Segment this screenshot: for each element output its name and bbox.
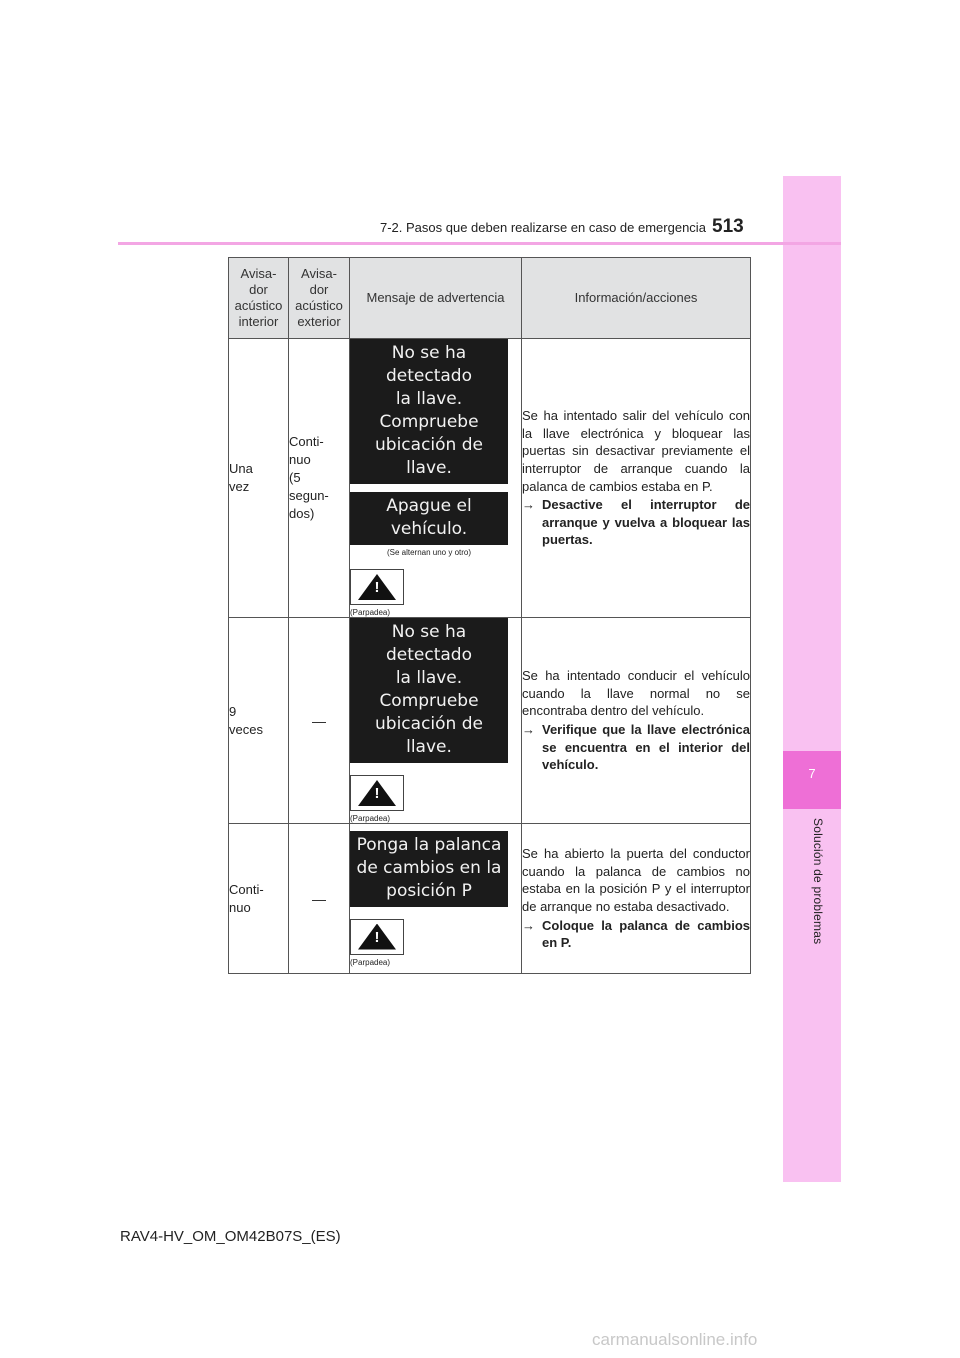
icon-caption: (Parpadea) — [350, 608, 391, 617]
exterior-buzzer-value: dos) — [289, 506, 315, 521]
header-label: acústico — [295, 298, 343, 313]
icon-caption: (Parpadea) — [350, 957, 391, 967]
header-label: Mensaje de advertencia — [366, 290, 505, 305]
interior-buzzer-cell — [229, 824, 289, 974]
action-text: Desactive el interruptor de arranque y vuelva a bloquear las puertas. — [542, 497, 750, 548]
info-text: Se ha abierto la puerta del conductor cuando la palanca de cambios no estaba en la posición P y el interruptor de arranque no estaba desactivado. — [522, 846, 750, 914]
col-header-exterior — [289, 258, 350, 339]
exterior-buzzer-value: segun- — [289, 488, 329, 503]
exclamation-mark: ! — [374, 928, 380, 946]
arrow-right-icon: → — [522, 722, 535, 737]
warning-message-cell — [350, 824, 522, 974]
interior-buzzer-value: nuo — [229, 899, 251, 915]
warning-message-display — [350, 618, 508, 763]
exterior-buzzer-value: — — [312, 890, 326, 907]
exterior-buzzer-cell — [289, 618, 350, 824]
header-label: acústico — [234, 298, 283, 313]
table-header-row — [229, 258, 751, 339]
info-text: Se ha intentado conducir el vehículo cuando la llave normal no se encontraba dentro del vehículo. — [522, 668, 750, 719]
action-text: Verifique que la llave electrónica se encuentra en el interior del vehículo. — [542, 722, 750, 773]
exterior-buzzer-cell — [289, 824, 350, 974]
action-text: Coloque la palanca de cambios en P. — [542, 917, 750, 951]
warning-message-line: Ponga la palanca — [356, 834, 502, 855]
warning-message-line: No se ha detectado — [386, 622, 472, 665]
info-actions-cell — [522, 618, 751, 824]
action-row — [522, 917, 750, 952]
chapter-number: 7 — [808, 766, 816, 781]
warning-message-line: Compruebe — [379, 412, 479, 432]
arrow-right-icon: → — [522, 497, 535, 513]
col-header-interior — [229, 258, 289, 339]
messages-caption: (Se alternan uno y otro) — [386, 548, 472, 557]
header-label: dor — [249, 282, 268, 297]
icon-caption: (Parpadea) — [350, 814, 391, 823]
action-row — [522, 496, 750, 549]
warning-message-line: ubicación de — [375, 714, 483, 734]
warning-message-line: posición P — [386, 880, 472, 901]
warning-message-display — [350, 492, 508, 545]
warning-message-cell — [350, 618, 522, 824]
chapter-side-tab — [783, 176, 841, 1182]
header-divider — [118, 242, 841, 245]
warning-triangle-icon — [350, 775, 404, 811]
warning-message-cell — [350, 339, 522, 618]
table-row — [229, 339, 751, 618]
info-actions-cell — [522, 339, 751, 618]
warning-message-display — [350, 339, 508, 484]
document-code: RAV4-HV_OM_OM42B07S_(ES) — [120, 1228, 341, 1245]
exterior-buzzer-cell — [289, 339, 350, 618]
warning-triangle-icon — [350, 569, 404, 605]
interior-buzzer-cell — [229, 618, 289, 824]
exclamation-mark: ! — [374, 785, 380, 802]
warning-message-line: ubicación de — [375, 435, 483, 455]
watermark: carmanualsonline.info — [592, 1330, 758, 1349]
warning-message-line: vehículo. — [390, 519, 468, 539]
info-actions-cell — [522, 824, 751, 974]
arrow-right-icon: → — [522, 917, 535, 933]
action-row — [522, 721, 750, 774]
interior-buzzer-value: Conti- — [229, 881, 264, 897]
header-label: interior — [238, 314, 279, 329]
exterior-buzzer-value: nuo — [289, 452, 311, 467]
exterior-buzzer-value: — — [312, 712, 326, 729]
page-number: 513 — [712, 216, 744, 237]
header-label: dor — [309, 282, 329, 297]
col-header-info — [522, 258, 751, 339]
warning-message-line: Apague el — [386, 496, 472, 516]
table-row — [229, 618, 751, 824]
warning-message-line: Compruebe — [379, 691, 479, 711]
warning-message-line: llave. — [406, 458, 452, 478]
warning-message-display — [350, 831, 508, 907]
header-label: Información/acciones — [574, 290, 698, 305]
exterior-buzzer-value: (5 — [289, 470, 301, 485]
exclamation-mark: ! — [374, 579, 380, 596]
section-title: 7-2. Pasos que deben realizarse en caso de emergencia — [380, 220, 706, 235]
warning-message-line: la llave. — [395, 389, 463, 409]
exterior-buzzer-value: Conti- — [289, 434, 324, 449]
chapter-title: Solución de problemas — [811, 818, 825, 945]
warning-message-line: llave. — [406, 737, 452, 757]
interior-buzzer-value: Una — [229, 461, 253, 476]
info-text: Se ha intentado salir del vehículo con la llave electrónica y bloquear las puertas sin desactivar previamente el interruptor de arranque cuando la palanca de cambios estaba en P. — [522, 408, 750, 494]
col-header-message — [350, 258, 522, 339]
interior-buzzer-value: vez — [229, 479, 250, 494]
header-label: Avisa- — [301, 266, 337, 281]
interior-buzzer-value: 9 — [229, 703, 237, 719]
warning-table — [228, 257, 751, 974]
interior-buzzer-cell — [229, 339, 289, 618]
table-row — [229, 824, 751, 974]
warning-triangle-icon — [350, 919, 404, 955]
interior-buzzer-value: veces — [229, 721, 263, 737]
header-label: Avisa- — [240, 266, 277, 281]
warning-message-line: la llave. — [395, 668, 463, 688]
warning-message-line: No se ha detectado — [386, 343, 472, 386]
warning-message-line: de cambios en la — [356, 857, 502, 878]
header-label: exterior — [297, 314, 341, 329]
